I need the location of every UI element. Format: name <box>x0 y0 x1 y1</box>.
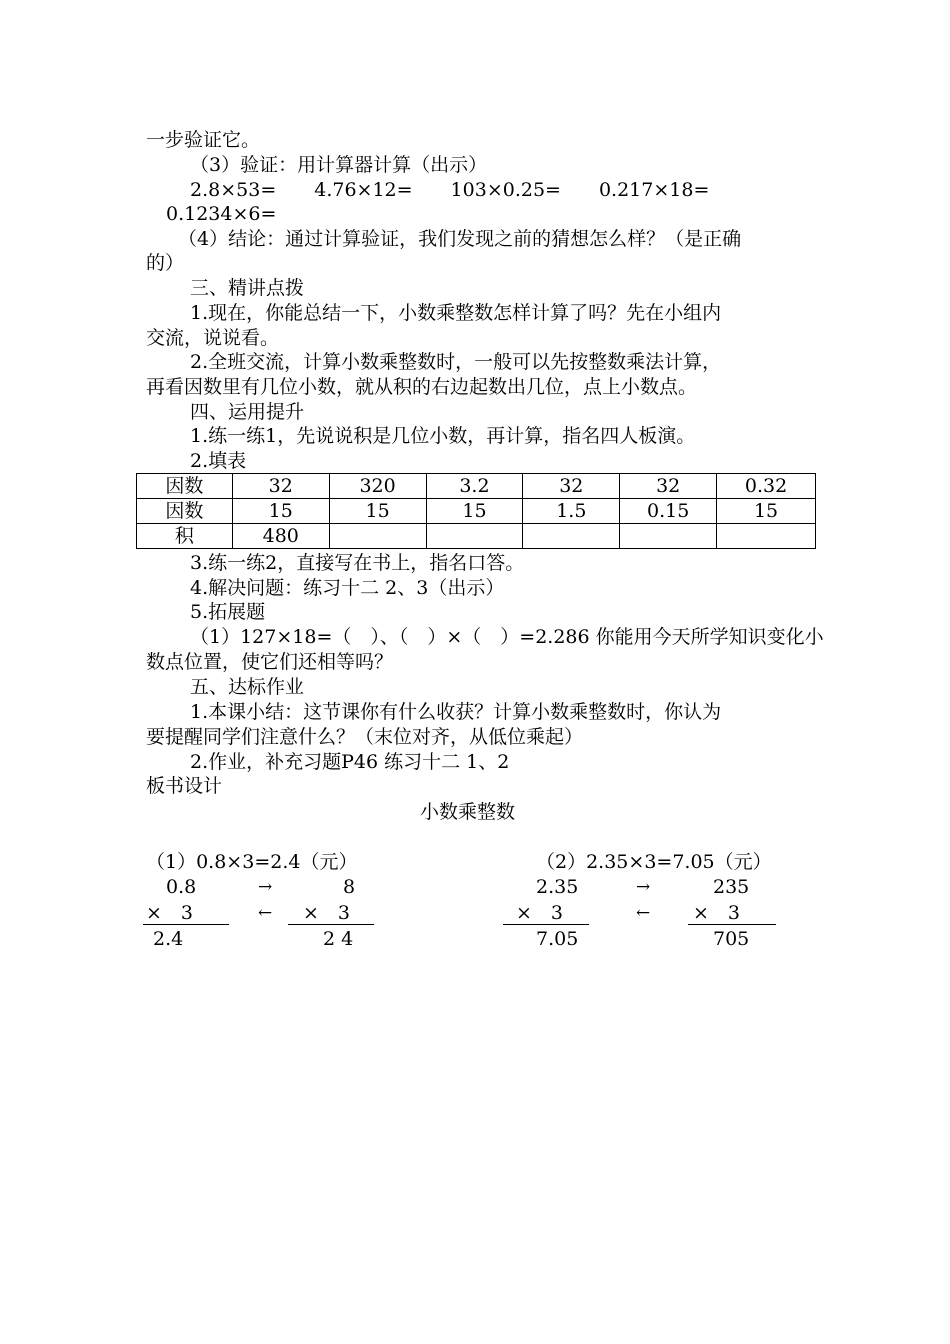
table-cell: 15 <box>426 499 523 524</box>
text-line: 3.练一练2，直接写在书上，指名口答。 <box>190 552 525 574</box>
table-cell: 1.5 <box>523 499 620 524</box>
equation: （2）2.35×3=7.05（元） <box>536 851 772 873</box>
text-line: 5.拓展题 <box>190 601 266 623</box>
table-cell: 15 <box>717 499 816 524</box>
text-line: 0.1234×6= <box>166 203 277 225</box>
multiplier: × 3 <box>303 902 351 924</box>
text-line: （3）验证：用计算器计算（出示） <box>190 154 488 176</box>
text-line: 要提醒同学们注意什么？（末位对齐，从低位乘起） <box>146 726 584 748</box>
text-line: 2.作业，补充习题P46 练习十二 1、2 <box>190 751 510 773</box>
result-line <box>143 924 229 925</box>
equation: （1）0.8×3=2.4（元） <box>146 851 358 873</box>
product: 705 <box>713 928 750 950</box>
text-line: 4.解决问题：练习十二 2、3（出示） <box>190 577 505 599</box>
table-cell: 积 <box>137 524 233 549</box>
table-cell: 0.32 <box>717 474 816 499</box>
table-cell <box>620 524 717 549</box>
multiplicand: 0.8 <box>166 876 197 898</box>
section-heading: 五、达标作业 <box>190 676 305 698</box>
table-cell: 因数 <box>137 474 233 499</box>
table-cell: 15 <box>329 499 426 524</box>
table-cell: 0.15 <box>620 499 717 524</box>
multiplicand: 8 <box>343 876 356 898</box>
text-line: 一步验证它。 <box>146 129 261 151</box>
text-line: 2.8×53= 4.76×12= 103×0.25= 0.217×18= <box>190 179 710 201</box>
table-cell: 32 <box>232 474 329 499</box>
text-line: （4）结论：通过计算验证，我们发现之前的猜想怎么样？（是正确 <box>178 228 742 250</box>
multiplicand: 235 <box>713 876 750 898</box>
text-line: 板书设计 <box>146 775 223 797</box>
table-cell <box>426 524 523 549</box>
section-heading: 三、精讲点拨 <box>190 277 305 299</box>
text-line: 再看因数里有几位小数，就从积的右边起数出几位，点上小数点。 <box>146 376 698 398</box>
arrow-right-icon: → <box>258 877 273 897</box>
fill-table <box>136 473 816 549</box>
table-cell: 480 <box>232 524 329 549</box>
text-line: 1.本课小结：这节课你有什么收获？计算小数乘整数时，你认为 <box>190 701 722 723</box>
result-line <box>503 924 589 925</box>
table-cell: 32 <box>620 474 717 499</box>
text-line: 数点位置，使它们还相等吗？ <box>146 651 394 673</box>
table-cell: 15 <box>232 499 329 524</box>
result-line <box>288 924 374 925</box>
text-line: （1）127×18=（ ）、（ ）×（ ）=2.286 你能用今天所学知识变化小 <box>190 626 824 648</box>
table-cell: 320 <box>329 474 426 499</box>
multiplier: × 3 <box>146 902 194 924</box>
multiplier: × 3 <box>693 902 741 924</box>
text-line: 交流，说说看。 <box>146 327 280 349</box>
multiplier: × 3 <box>516 902 564 924</box>
text-line: 的） <box>146 252 185 274</box>
table-cell <box>717 524 816 549</box>
table-cell <box>523 524 620 549</box>
table-cell: 32 <box>523 474 620 499</box>
table-cell: 3.2 <box>426 474 523 499</box>
table-row <box>137 524 816 549</box>
section-heading: 四、运用提升 <box>190 401 305 423</box>
arrow-right-icon: → <box>636 877 651 897</box>
arrow-left-icon: ← <box>258 903 273 923</box>
text-line: 2.填表 <box>190 450 247 472</box>
result-line <box>688 924 776 925</box>
product: 7.05 <box>536 928 579 950</box>
table-row <box>137 499 816 524</box>
table-cell: 因数 <box>137 499 233 524</box>
text-line: 1.练一练1，先说说积是几位小数，再计算，指名四人板演。 <box>190 425 696 447</box>
multiplicand: 2.35 <box>536 876 579 898</box>
product: 2.4 <box>153 928 184 950</box>
board-title: 小数乘整数 <box>420 801 516 823</box>
arrow-left-icon: ← <box>636 903 651 923</box>
table-row <box>137 474 816 499</box>
text-line: 2.全班交流，计算小数乘整数时，一般可以先按整数乘法计算， <box>190 351 722 373</box>
product: 2 4 <box>323 928 354 950</box>
text-line: 1.现在，你能总结一下，小数乘整数怎样计算了吗？先在小组内 <box>190 302 722 324</box>
table-cell <box>329 524 426 549</box>
